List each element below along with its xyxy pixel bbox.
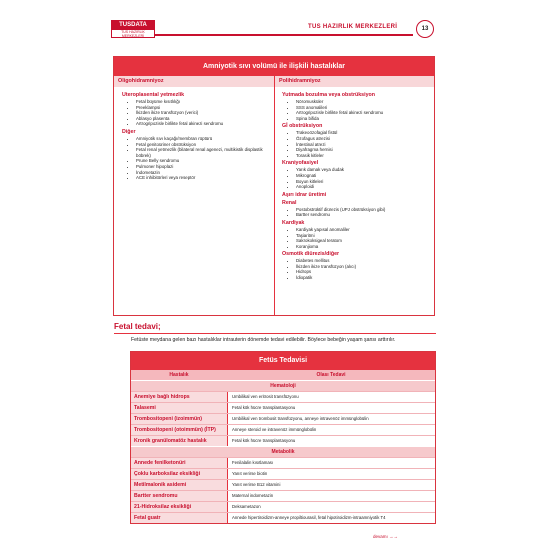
header-rule	[155, 34, 413, 36]
disease-cell: Anemiye bağlı hidrops	[131, 392, 227, 402]
list-item: • Artrogripozisle birlikte fetal akinezi sendromu	[296, 110, 437, 116]
section-heading: Osmotik diürezis/diğer	[282, 251, 340, 258]
disease-cell: Annede fenilketonüri	[131, 458, 227, 468]
arrow-right-icon: →→	[389, 534, 399, 539]
list-item: • Postobstrüktif diürezis (UPJ obstrüksiyon gibi)	[296, 207, 437, 213]
fetal-therapy-text: Fetüste meydana gelen bazı hastalıklar intrauterin dönemde tedavi edilebilir. Böylece bebeğin yaşam şansı arttırılır.	[131, 337, 396, 343]
oligohydramnios-column	[122, 90, 277, 181]
section-heading: Aşırı idrar üretimi	[282, 191, 327, 198]
table-row	[131, 501, 435, 512]
list-item: • Sakrokoksigeal teratom	[296, 238, 437, 244]
list-item: • Pulmoner hipoplazi	[136, 164, 277, 170]
therapy-cell: Maternal indometazin	[227, 491, 435, 501]
disease-cell: Trombositopeni (otoimmün) (İTP)	[131, 425, 227, 435]
therapy-cell: Yanıt verirse B12 vitamini	[227, 480, 435, 490]
list-item: • İntestinal atrezi	[296, 142, 437, 148]
bullet-list	[282, 130, 437, 158]
list-item: • Boyun kitleleri	[296, 179, 437, 185]
list-item: • Torasik kitleler	[296, 153, 437, 159]
table-row	[131, 391, 435, 402]
section-heading: Renal	[282, 199, 297, 206]
list-item: • Fetal renal yetmezlik (bilateral renal agenezi, multikistik displastik böbrek)	[136, 147, 277, 158]
list-item: • Anoploidi	[296, 184, 437, 190]
list-item: • İkizden ikize transfüzyon (verici)	[136, 110, 277, 116]
section-rule	[114, 333, 436, 334]
list-item: • Prune Belly sendromu	[136, 158, 277, 164]
list-item: • Kardiyak yapısal anomaliler	[296, 227, 437, 233]
therapy-cell: Fetal kök hücre transplantasyonu	[227, 436, 435, 446]
table-group-header: Hematoloji	[131, 380, 435, 391]
disease-cell: Bartter sendromu	[131, 491, 227, 501]
list-item: • Hidrops	[296, 269, 437, 275]
bullet-list	[282, 227, 437, 249]
polyhydramnios-header: Polihidramniyoz	[275, 76, 434, 87]
bullet-list	[122, 99, 277, 127]
therapy-cell: Fetal kök hücre transplantasyonu	[227, 403, 435, 413]
list-item: • Bartter sendromu	[296, 212, 437, 218]
section-heading: Diğer	[122, 128, 136, 135]
list-item: • İdiopatik	[296, 275, 437, 281]
table-row	[131, 512, 435, 523]
bullet-list	[122, 136, 277, 181]
therapy-cell: Annede hipertiroidizm-anneye propiltiourasil, fetal hipotiroidizm-intraamniyotik T4	[227, 513, 435, 523]
page-number: 13	[416, 20, 434, 38]
list-item: • Yarık damak veya dudak	[296, 167, 437, 173]
disease-cell: Kronik granülomatöz hastalık	[131, 436, 227, 446]
list-item: • Trakeoözofagial fistül	[296, 130, 437, 136]
table-row	[131, 413, 435, 424]
page-header	[103, 20, 438, 38]
continued-label	[373, 534, 398, 539]
document-page	[103, 14, 438, 544]
list-item: • Diyafragma hernisi	[296, 147, 437, 153]
table-body	[131, 380, 435, 523]
list-item: • SSS anomalileri	[296, 105, 437, 111]
list-item: • Ablasyo plasenta	[136, 116, 277, 122]
table-row	[131, 457, 435, 468]
amniotic-fluid-box	[113, 56, 435, 316]
list-item: • Fetal büyüme kısıtlılığı	[136, 99, 277, 105]
oligohydramnios-header: Oligohidramniyoz	[114, 76, 274, 87]
disease-cell: Trombositopeni (izoimmün)	[131, 414, 227, 424]
list-item: • Diabetes mellitus	[296, 258, 437, 264]
table-row	[131, 490, 435, 501]
list-item: • Koranjioma	[296, 244, 437, 250]
therapy-cell: Deksametazon	[227, 502, 435, 512]
section-heading: Yutmada bozulma veya obstrüksiyon	[282, 92, 376, 98]
list-item: • Taşiaritmi	[296, 233, 437, 239]
section-heading: Kraniyofasiyel	[282, 160, 319, 167]
header-title: TUS HAZIRLIK MERKEZLERİ	[308, 24, 398, 30]
table-row	[131, 468, 435, 479]
list-item: • Özofagus atrezisi	[296, 136, 437, 142]
therapy-cell: Umbilikal ven eritrosit transfüzyonu	[227, 392, 435, 402]
list-item: • Amniyotik sıvı kaçağı/membran rüptürü	[136, 136, 277, 142]
publisher-logo	[111, 20, 155, 38]
therapy-cell: Fenilalalin kısıtlaması	[227, 458, 435, 468]
disease-cell: Çoklu karboksilaz eksikliği	[131, 469, 227, 479]
list-item: • Artrogripozisle birlikte fetal akinezi sendromu	[136, 121, 277, 127]
logo-subtitle: TUS HAZIRLIK MERKEZLERİ	[121, 30, 145, 38]
list-item: • Spina bifida	[296, 116, 437, 122]
bullet-list	[282, 258, 437, 280]
logo-title: TUSDATA	[112, 21, 154, 30]
table-row	[131, 479, 435, 490]
table-row	[131, 435, 435, 446]
list-item: • İndometazin	[136, 170, 277, 176]
list-item: • Mikrognati	[296, 173, 437, 179]
box-title: Amniyotik sıvı volümü ile ilişkili hastalıklar	[114, 57, 434, 76]
disease-cell: Fetal guatr	[131, 513, 227, 523]
therapy-cell: Umbilikal ven trombosit transfüzyonu, anneye intravenöz immünglobülin	[227, 414, 435, 424]
table-group-header: Metabolik	[131, 446, 435, 457]
polyhydramnios-column	[282, 90, 437, 281]
table-row	[131, 424, 435, 435]
bullet-list	[282, 99, 437, 121]
list-item: • ACE inhibitörleri veya reseptör	[136, 175, 277, 181]
list-item: • İkizden ikize transfüzyon (alıcı)	[296, 264, 437, 270]
therapy-cell: Anneye steroid ve intravenöz immünglobülin	[227, 425, 435, 435]
bullet-list	[282, 207, 437, 218]
fetal-therapy-table	[130, 351, 436, 524]
table-title: Fetüs Tedavisi	[131, 352, 435, 370]
fetal-therapy-title: Fetal tedavi;	[114, 322, 161, 331]
therapy-cell: Yanıt verirse biotin	[227, 469, 435, 479]
list-item: • Fetal genitoüriner obstrüksiyon	[136, 142, 277, 148]
disease-cell: 21-Hidroksilaz eksikliği	[131, 502, 227, 512]
column-header-therapy: Olası Tedavi	[316, 372, 346, 378]
table-row	[131, 402, 435, 413]
list-item: • Preeklampsi	[136, 105, 277, 111]
disease-cell: Talasemi	[131, 403, 227, 413]
section-heading: Gİ obstrüksiyon	[282, 123, 323, 130]
list-item: • Nöromusküler	[296, 99, 437, 105]
section-heading: Kardiyak	[282, 219, 305, 226]
table-header	[131, 370, 435, 380]
disease-cell: Metilmalonik asidemi	[131, 480, 227, 490]
section-heading: Uteroplasental yetmezlik	[122, 92, 185, 98]
bullet-list	[282, 167, 437, 189]
continued-text: devamı	[373, 534, 388, 539]
column-header-disease: Hastalık	[169, 372, 189, 378]
